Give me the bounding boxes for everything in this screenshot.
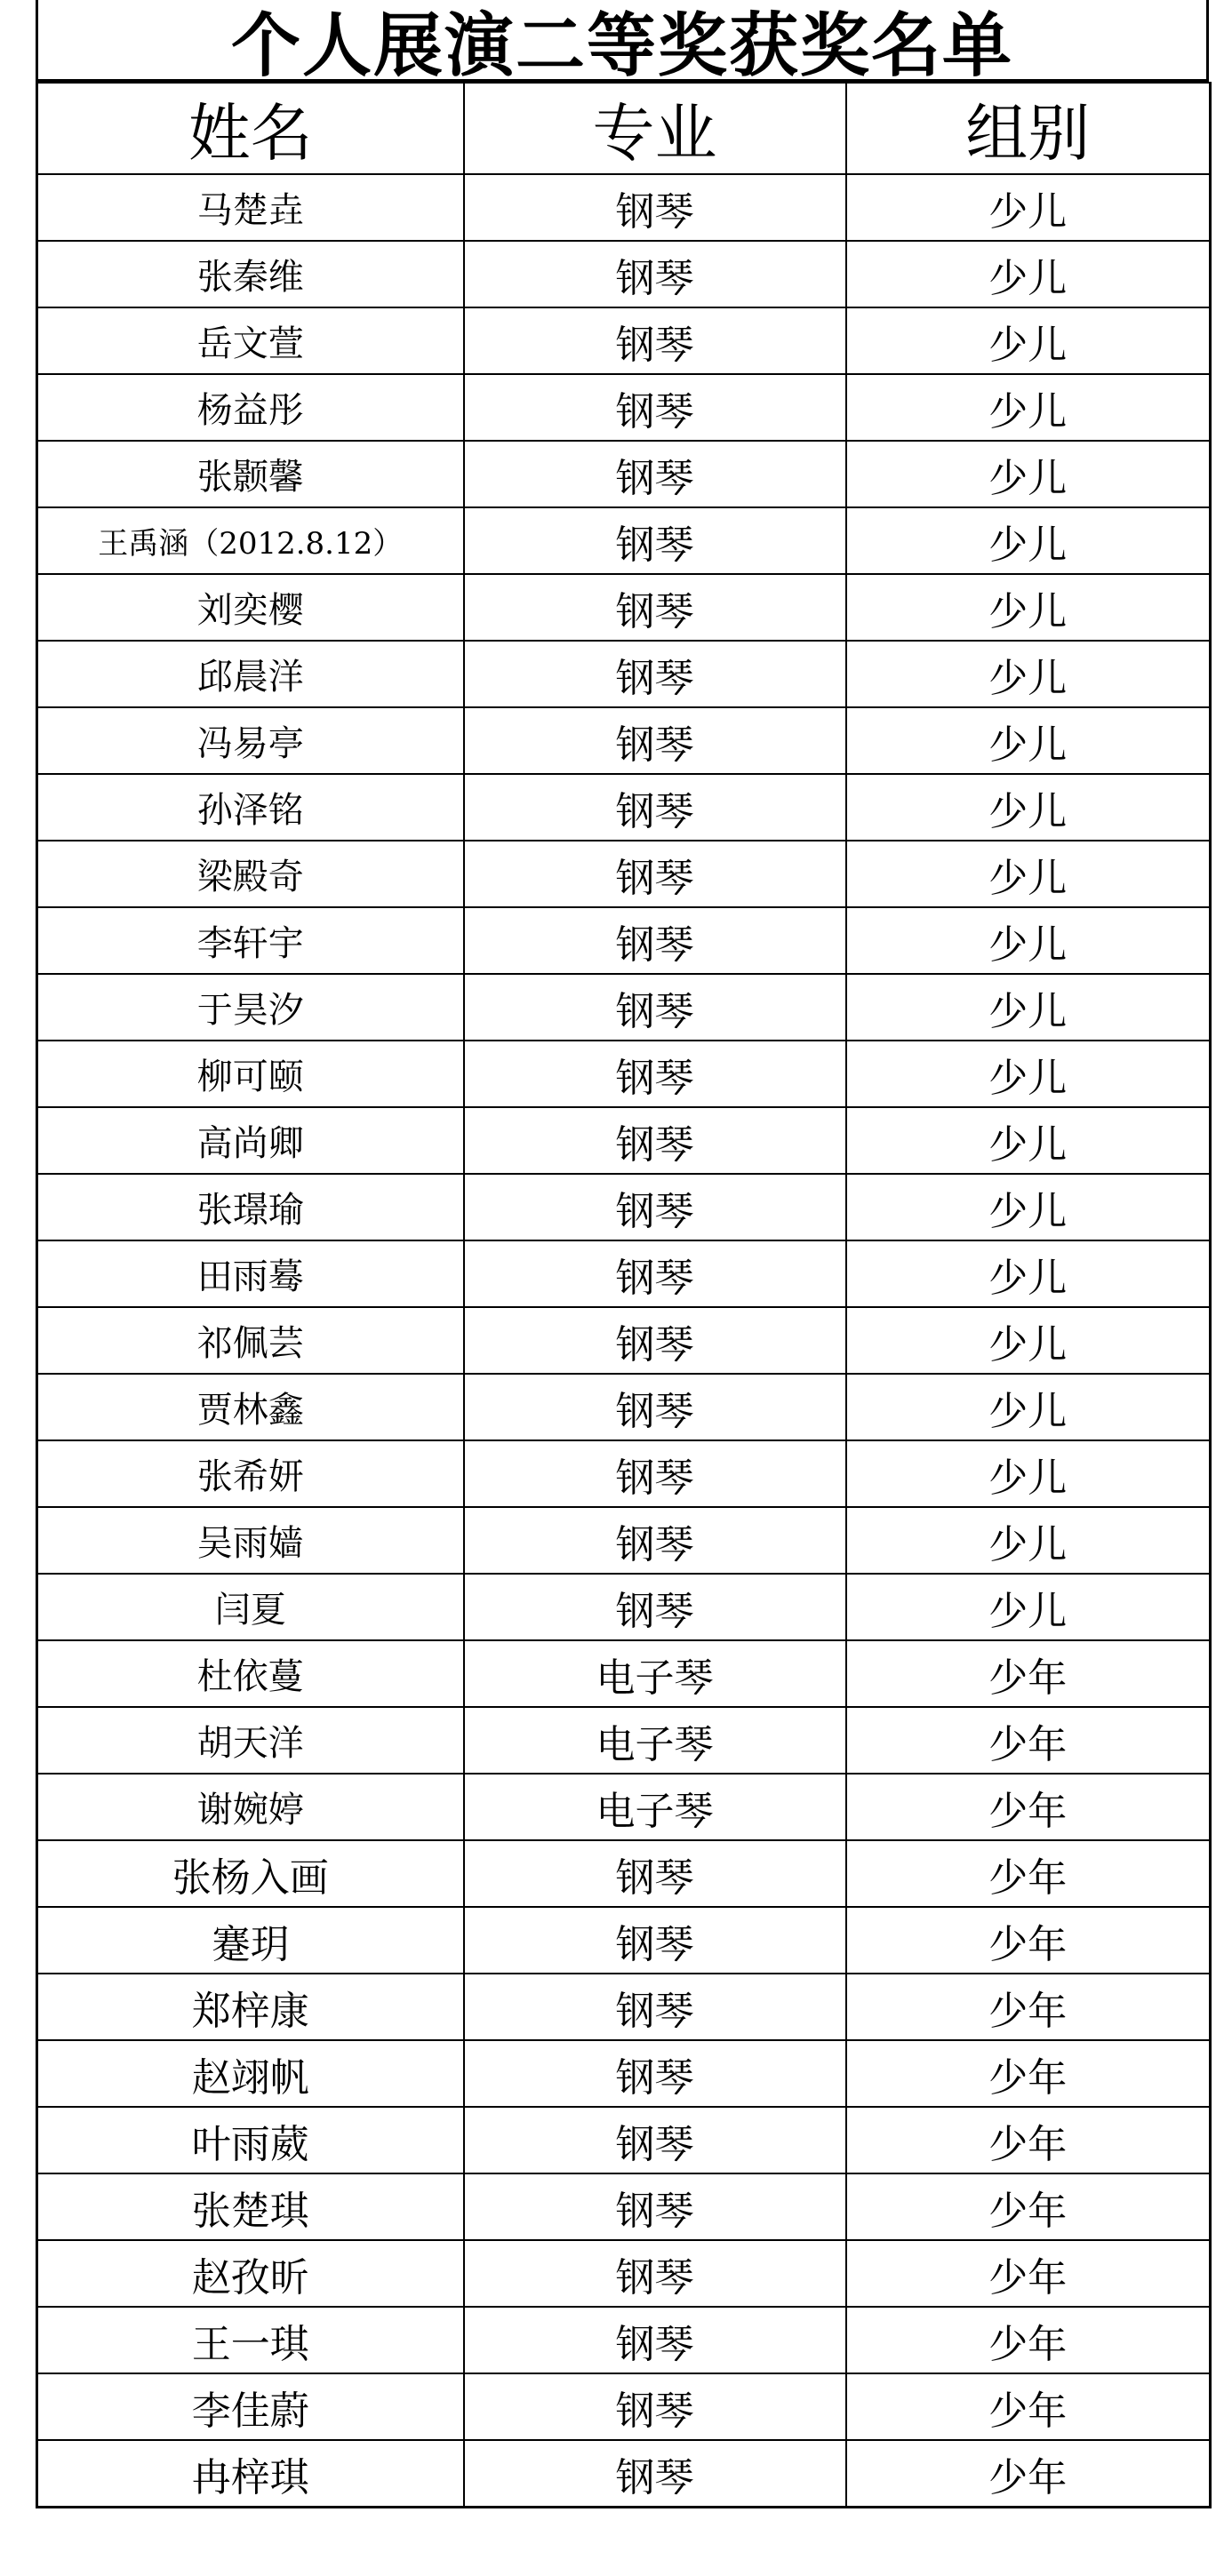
major-cell: 钢琴 xyxy=(464,2240,846,2307)
group-cell: 少儿 xyxy=(846,1374,1211,1440)
name-cell: 李轩宇 xyxy=(37,907,464,974)
major-cell: 钢琴 xyxy=(464,1240,846,1307)
table-row xyxy=(37,2040,1211,2107)
table-row xyxy=(37,2373,1211,2440)
group-cell: 少年 xyxy=(846,1974,1211,2040)
name-cell: 于昊汐 xyxy=(37,974,464,1041)
major-cell: 钢琴 xyxy=(464,1507,846,1574)
major-cell: 钢琴 xyxy=(464,1840,846,1907)
table-row xyxy=(37,441,1211,507)
major-cell: 钢琴 xyxy=(464,2107,846,2173)
group-cell: 少年 xyxy=(846,1640,1211,1707)
table-row xyxy=(37,1174,1211,1240)
major-cell: 钢琴 xyxy=(464,374,846,441)
major-cell: 钢琴 xyxy=(464,1107,846,1174)
name-cell: 谢婉婷 xyxy=(37,1774,464,1840)
table-row xyxy=(37,1107,1211,1174)
major-cell: 钢琴 xyxy=(464,307,846,374)
table-row xyxy=(37,907,1211,974)
award-sheet xyxy=(36,0,1209,2508)
table-row xyxy=(37,374,1211,441)
table-row xyxy=(37,974,1211,1041)
major-cell: 钢琴 xyxy=(464,2373,846,2440)
major-cell: 钢琴 xyxy=(464,974,846,1041)
group-cell: 少儿 xyxy=(846,1440,1211,1507)
group-cell: 少年 xyxy=(846,1840,1211,1907)
column-header-group: 组别 xyxy=(846,83,1211,174)
group-cell: 少儿 xyxy=(846,1574,1211,1640)
major-cell: 钢琴 xyxy=(464,441,846,507)
major-cell: 钢琴 xyxy=(464,174,846,241)
group-cell: 少儿 xyxy=(846,707,1211,774)
major-cell: 钢琴 xyxy=(464,1041,846,1107)
name-cell: 王一琪 xyxy=(37,2307,464,2373)
group-cell: 少儿 xyxy=(846,774,1211,841)
table-row xyxy=(37,1640,1211,1707)
table-row xyxy=(37,1374,1211,1440)
table-body xyxy=(37,174,1211,2508)
table-row xyxy=(37,2240,1211,2307)
table-row xyxy=(37,641,1211,707)
group-cell: 少年 xyxy=(846,2440,1211,2508)
group-cell: 少儿 xyxy=(846,574,1211,641)
table-row xyxy=(37,2307,1211,2373)
name-cell: 郑梓康 xyxy=(37,1974,464,2040)
table-row xyxy=(37,1707,1211,1774)
name-cell: 胡天洋 xyxy=(37,1707,464,1774)
name-cell: 王禹涵（2012.8.12） xyxy=(37,507,464,574)
column-header-name: 姓名 xyxy=(37,83,464,174)
major-cell: 电子琴 xyxy=(464,1774,846,1840)
table-row xyxy=(37,707,1211,774)
name-cell: 张璟瑜 xyxy=(37,1174,464,1240)
major-cell: 钢琴 xyxy=(464,2307,846,2373)
major-cell: 钢琴 xyxy=(464,2173,846,2240)
table-header-row xyxy=(37,83,1211,174)
major-cell: 钢琴 xyxy=(464,1574,846,1640)
group-cell: 少儿 xyxy=(846,174,1211,241)
major-cell: 钢琴 xyxy=(464,1174,846,1240)
group-cell: 少儿 xyxy=(846,1507,1211,1574)
name-cell: 杜依蔓 xyxy=(37,1640,464,1707)
group-cell: 少儿 xyxy=(846,1041,1211,1107)
group-cell: 少年 xyxy=(846,2107,1211,2173)
table-row xyxy=(37,1240,1211,1307)
table-row xyxy=(37,2440,1211,2508)
major-cell: 钢琴 xyxy=(464,1307,846,1374)
name-cell: 岳文萱 xyxy=(37,307,464,374)
group-cell: 少儿 xyxy=(846,441,1211,507)
name-cell: 高尚卿 xyxy=(37,1107,464,1174)
major-cell: 钢琴 xyxy=(464,1374,846,1440)
name-cell: 贾林鑫 xyxy=(37,1374,464,1440)
table-row xyxy=(37,1574,1211,1640)
table-row xyxy=(37,841,1211,907)
name-cell: 邱晨洋 xyxy=(37,641,464,707)
name-cell: 刘奕樱 xyxy=(37,574,464,641)
table-row xyxy=(37,2173,1211,2240)
group-cell: 少年 xyxy=(846,1707,1211,1774)
group-cell: 少儿 xyxy=(846,241,1211,307)
table-row xyxy=(37,1907,1211,1974)
major-cell: 钢琴 xyxy=(464,841,846,907)
group-cell: 少年 xyxy=(846,2040,1211,2107)
table-row xyxy=(37,2107,1211,2173)
name-cell: 闫夏 xyxy=(37,1574,464,1640)
name-cell: 张杨入画 xyxy=(37,1840,464,1907)
column-header-major: 专业 xyxy=(464,83,846,174)
table-row xyxy=(37,1307,1211,1374)
name-cell: 田雨蓦 xyxy=(37,1240,464,1307)
group-cell: 少儿 xyxy=(846,307,1211,374)
group-cell: 少年 xyxy=(846,1907,1211,1974)
name-cell: 张希妍 xyxy=(37,1440,464,1507)
group-cell: 少年 xyxy=(846,2307,1211,2373)
group-cell: 少年 xyxy=(846,1774,1211,1840)
table-row xyxy=(37,774,1211,841)
name-cell: 孙泽铭 xyxy=(37,774,464,841)
major-cell: 钢琴 xyxy=(464,1974,846,2040)
table-row xyxy=(37,574,1211,641)
table-row xyxy=(37,307,1211,374)
major-cell: 钢琴 xyxy=(464,2440,846,2508)
name-cell: 吴雨嫱 xyxy=(37,1507,464,1574)
group-cell: 少儿 xyxy=(846,1240,1211,1307)
group-cell: 少儿 xyxy=(846,974,1211,1041)
group-cell: 少儿 xyxy=(846,507,1211,574)
name-cell: 张秦维 xyxy=(37,241,464,307)
major-cell: 钢琴 xyxy=(464,707,846,774)
group-cell: 少儿 xyxy=(846,841,1211,907)
name-cell: 柳可颐 xyxy=(37,1041,464,1107)
table-row xyxy=(37,507,1211,574)
group-cell: 少儿 xyxy=(846,1107,1211,1174)
name-cell: 马楚垚 xyxy=(37,174,464,241)
major-cell: 钢琴 xyxy=(464,774,846,841)
name-cell: 冉梓琪 xyxy=(37,2440,464,2508)
name-cell: 张颢馨 xyxy=(37,441,464,507)
major-cell: 钢琴 xyxy=(464,574,846,641)
major-cell: 电子琴 xyxy=(464,1640,846,1707)
name-cell: 冯易亭 xyxy=(37,707,464,774)
major-cell: 钢琴 xyxy=(464,641,846,707)
group-cell: 少儿 xyxy=(846,641,1211,707)
group-cell: 少年 xyxy=(846,2240,1211,2307)
name-cell: 张楚琪 xyxy=(37,2173,464,2240)
name-cell: 叶雨葳 xyxy=(37,2107,464,2173)
group-cell: 少儿 xyxy=(846,1174,1211,1240)
major-cell: 钢琴 xyxy=(464,241,846,307)
table-row xyxy=(37,241,1211,307)
table-row xyxy=(37,1440,1211,1507)
group-cell: 少儿 xyxy=(846,374,1211,441)
name-cell: 赵孜昕 xyxy=(37,2240,464,2307)
table-row xyxy=(37,1041,1211,1107)
group-cell: 少年 xyxy=(846,2173,1211,2240)
major-cell: 钢琴 xyxy=(464,1907,846,1974)
table-row xyxy=(37,1507,1211,1574)
name-cell: 梁殿奇 xyxy=(37,841,464,907)
major-cell: 钢琴 xyxy=(464,907,846,974)
award-table xyxy=(36,82,1212,2508)
table-row xyxy=(37,1840,1211,1907)
name-cell: 李佳蔚 xyxy=(37,2373,464,2440)
name-cell: 赵翊帆 xyxy=(37,2040,464,2107)
major-cell: 钢琴 xyxy=(464,1440,846,1507)
table-row xyxy=(37,1974,1211,2040)
table-row xyxy=(37,174,1211,241)
table-row xyxy=(37,1774,1211,1840)
group-cell: 少年 xyxy=(846,2373,1211,2440)
group-cell: 少儿 xyxy=(846,907,1211,974)
name-cell: 蹇玥 xyxy=(37,1907,464,1974)
name-cell: 祁佩芸 xyxy=(37,1307,464,1374)
major-cell: 钢琴 xyxy=(464,507,846,574)
name-cell: 杨益彤 xyxy=(37,374,464,441)
group-cell: 少儿 xyxy=(846,1307,1211,1374)
major-cell: 钢琴 xyxy=(464,2040,846,2107)
major-cell: 电子琴 xyxy=(464,1707,846,1774)
page-title: 个人展演二等奖获奖名单 xyxy=(36,0,1209,82)
